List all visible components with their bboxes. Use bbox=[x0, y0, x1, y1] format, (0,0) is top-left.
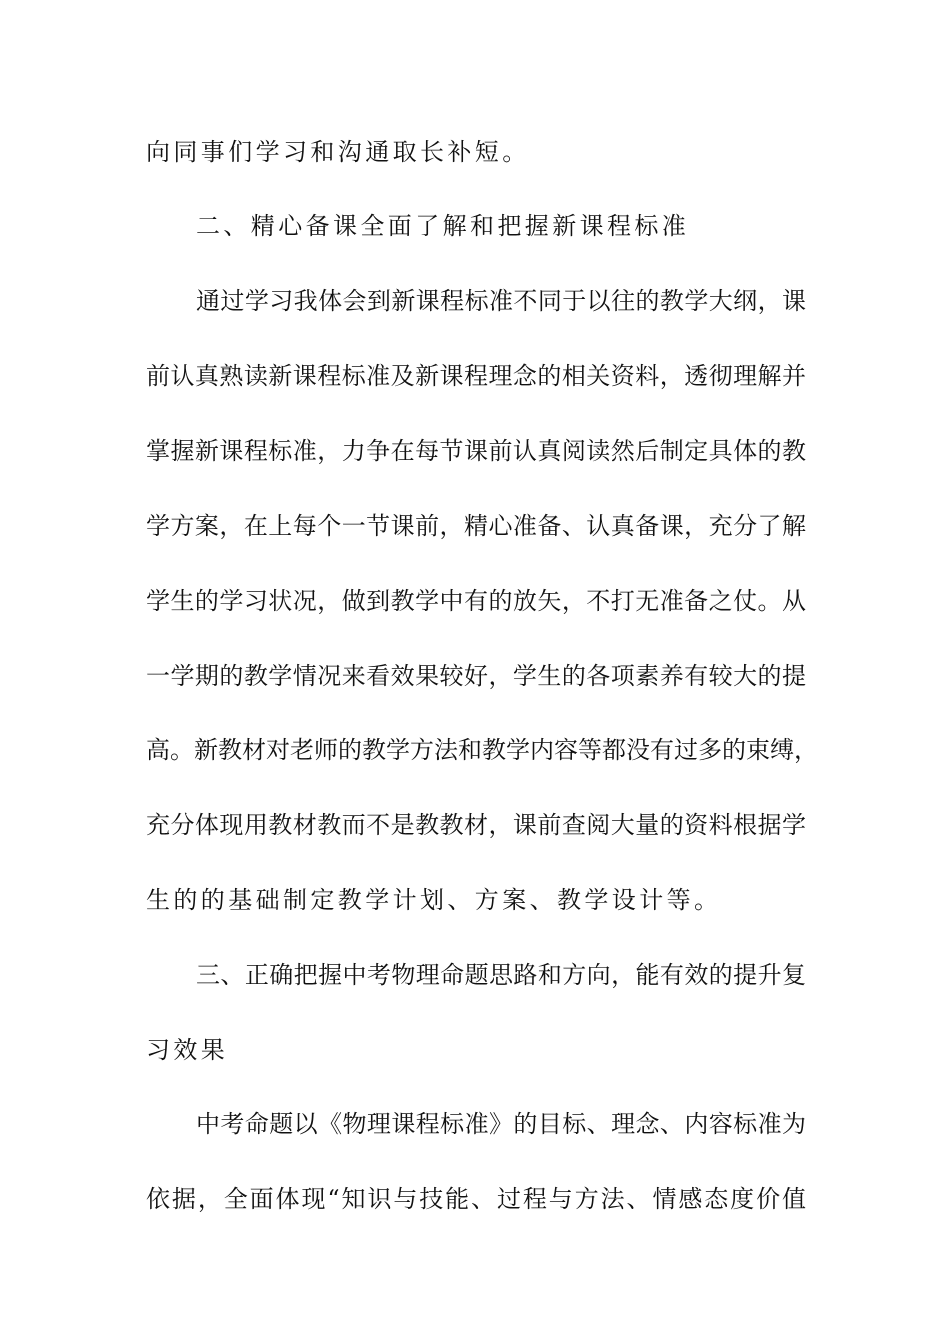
section-heading-3-continued: 习效果 bbox=[146, 1036, 229, 1064]
text-line-8: 一学期的教学情况来看效果较好，学生的各项素养有较大的提 bbox=[146, 662, 806, 690]
text-line-14: 中考命题以《物理课程标准》的目标、理念、内容标准为 bbox=[196, 1110, 806, 1138]
text-line-6: 学方案，在上每个一节课前，精心准备、认真备课，充分了解 bbox=[146, 512, 806, 540]
text-line-9: 高。新教材对老师的教学方法和教学内容等都没有过多的束缚， bbox=[146, 736, 818, 764]
text-line-4: 前认真熟读新课程标准及新课程理念的相关资料，透彻理解并 bbox=[146, 362, 806, 390]
text-line-5: 掌握新课程标准，力争在每节课前认真阅读然后制定具体的教 bbox=[146, 437, 806, 465]
text-line-7: 学生的学习状况，做到教学中有的放矢，不打无准备之仗。从 bbox=[146, 587, 806, 615]
section-heading-2: 二、精心备课全面了解和把握新课程标准 bbox=[196, 212, 690, 240]
text-line-3: 通过学习我体会到新课程标准不同于以往的教学大纲，课 bbox=[196, 287, 806, 315]
text-line-10: 充分体现用教材教而不是教教材，课前查阅大量的资料根据学 bbox=[146, 811, 806, 839]
text-line-11: 生的的基础制定教学计划、方案、教学设计等。 bbox=[146, 886, 722, 914]
section-heading-3: 三、正确把握中考物理命题思路和方向，能有效的提升复 bbox=[196, 961, 806, 989]
text-line-1: 向同事们学习和沟通取长补短。 bbox=[146, 138, 530, 166]
text-line-15: 依据，全面体现“知识与技能、过程与方法、情感态度价值 bbox=[146, 1185, 806, 1213]
